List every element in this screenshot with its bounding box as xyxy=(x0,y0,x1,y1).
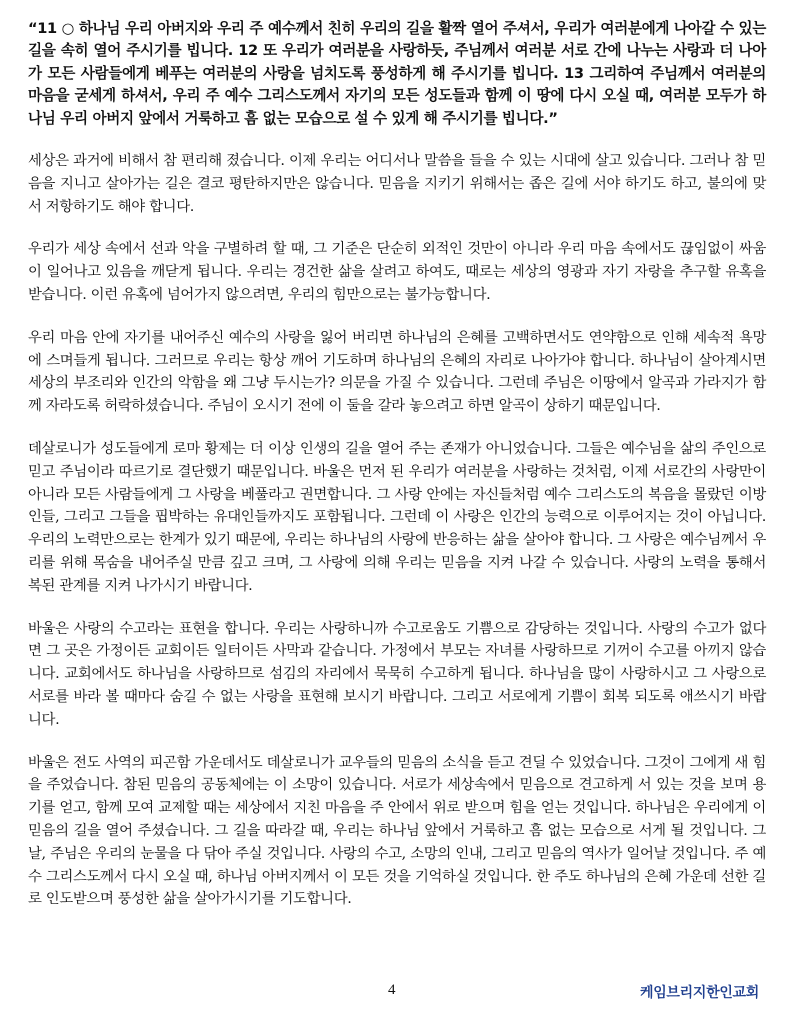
body-paragraph-3: 우리 마음 안에 자기를 내어주신 예수의 사랑을 잃어 버리면 하나님의 은혜를 고백하면서도 연약함으로 인해 세속적 욕망에 스며들게 됩니다. 그러므로 우리는 항상 깨어 기도하며 하나님의 은혜의 자리로 나아가야 합니다. 하나님이 살아계시면 세상의 부조리와 인간의 악함을 왜 그냥 두시는가? 의문을 가질 수 있습니다. 그런데 주님은 이땅에서 알곡과 가라지가 함께 자라도록 허락하셨습니다. 주님이 오시기 전에 이 둘을 갈라 놓으려고 하면 알곡이 상하기 때문입니다. xyxy=(28,329,766,415)
body-paragraph-4: 데살로니가 성도들에게 로마 황제는 더 이상 인생의 길을 열어 주는 존재가 아니었습니다. 그들은 예수님을 삶의 주인으로 믿고 주님이라 따르기로 결단했기 때문입니다. 바울은 먼저 된 우리가 여러분을 사랑하는 것처럼, 이제 서로간의 사랑만이 아니라 모든 사람들에게 그 사랑을 베풀라고 권면합니다. 그 사랑 안에는 자신들처럼 예수 그리스도의 복음을 몰랐던 이방인들, 그리고 그들을 핍박하는 유대인들까지도 포함됩니다. 그런데 이 사랑은 인간의 능력으로 이루어지는 것이 아닙니다. 우리의 노력만으로는 한계가 있기 때문에, 우리는 하나님의 사랑에 반응하는 삶을 살아야 합니다. 그 사랑은 예수님께서 우리를 위해 목숨을 내어주실 만큼 깊고 크며, 그 사랑에 의해 우리는 믿음을 지켜 나갈 수 있습니다. 사랑의 노력을 통해서 복된 관계를 지켜 나가시기 바랍니다. xyxy=(28,441,766,594)
scripture-passage: “11 ○ 하나님 우리 아버지와 우리 주 예수께서 친히 우리의 길을 활짝 열어 주셔서, 우리가 여러분에게 나아갈 수 있는 길을 속히 열어 주시기를 빕니다. 12 또 우리가 여러분을 사랑하듯, 주님께서 여러분 서로 간에 나누는 사랑과 더 나아가 모든 사람들에게 베푸는 여러분의 사랑을 넘치도록 풍성하게 해 주시기를 빕니다. 13 그리하여 주님께서 여러분의 마음을 굳세게 하셔서, 우리 주 예수 그리스도께서 자기의 모든 성도들과 함께 이 땅에 다시 오실 때, 여러분 모두가 하나님 우리 아버지 앞에서 거룩하고 흠 없는 모습으로 설 수 있게 해 주시기를 빕니다.” xyxy=(28,20,766,127)
page-number: 4 xyxy=(388,982,396,998)
body-paragraph-1: 세상은 과거에 비해서 참 편리해 졌습니다. 이제 우리는 어디서나 말씀을 들을 수 있는 시대에 살고 있습니다. 그러나 참 믿음을 지니고 살아가는 길은 결코 평탄하지만은 않습니다. 믿음을 지키기 위해서는 좁은 길에 서야 하기도 하고, 불의에 맞서 저항하기도 해야 합니다. xyxy=(28,153,766,215)
body-paragraph-5: 바울은 사랑의 수고라는 표현을 합니다. 우리는 사랑하니까 수고로움도 기쁨으로 감당하는 것입니다. 사랑의 수고가 없다면 그 곳은 가정이든 교회이든 일터이든 사막과 같습니다. 가정에서 부모는 자녀를 사랑하므로 기꺼이 수고를 아끼지 않습니다. 교회에서도 하나님을 사랑하므로 섬김의 자리에서 묵묵히 수고하게 됩니다. 하나님을 많이 사랑하시고 그 사랑으로 서로를 바라 볼 때마다 숨길 수 없는 사랑을 표현해 보시기 바랍니다. 그리고 서로에게 기쁨이 회복 되도록 애쓰시기 바랍니다. xyxy=(28,620,766,728)
body-paragraph-2: 우리가 세상 속에서 선과 악을 구별하려 할 때, 그 기준은 단순히 외적인 것만이 아니라 우리 마음 속에서도 끊임없이 싸움이 일어나고 있음을 깨닫게 됩니다. 우리는 경건한 삶을 살려고 하여도, 때로는 세상의 영광과 자기 자랑을 추구할 유혹을 받습니다. 이런 유혹에 넘어가지 않으려면, 우리의 힘만으로는 불가능합니다. xyxy=(28,241,766,304)
church-name: 케임브리지한인교회 xyxy=(639,985,759,1001)
document-page xyxy=(28,18,766,931)
body-paragraph-6: 바울은 전도 사역의 피곤함 가운데서도 데살로니가 교우들의 믿음의 소식을 듣고 견딜 수 있었습니다. 그것이 그에게 새 힘을 주었습니다. 참된 믿음의 공동체에는 이 소망이 있습니다. 서로가 세상속에서 믿음으로 견고하게 서 있는 것을 보며 용기를 얻고, 함께 모여 교제할 때는 세상에서 지친 마음을 주 안에서 위로 받으며 힘을 얻는 것입니다. 하나님은 우리에게 이 믿음의 길을 열어 주셨습니다. 그 길을 따라갈 때, 우리는 하나님 앞에서 거룩하고 흠 없는 모습으로 서게 될 것입니다. 그날, 주님은 우리의 눈물을 다 닦아 주실 것입니다. 사랑의 수고, 소망의 인내, 그리고 믿음의 역사가 일어날 것입니다. 주 예수 그리스도께서 다시 오실 때, 하나님 아버지께서 이 모든 것을 기억하실 것입니다. 한 주도 하나님의 은혜 가운데 선한 길로 인도받으며 풍성한 삶을 살아가시기를 기도합니다. xyxy=(28,754,767,908)
